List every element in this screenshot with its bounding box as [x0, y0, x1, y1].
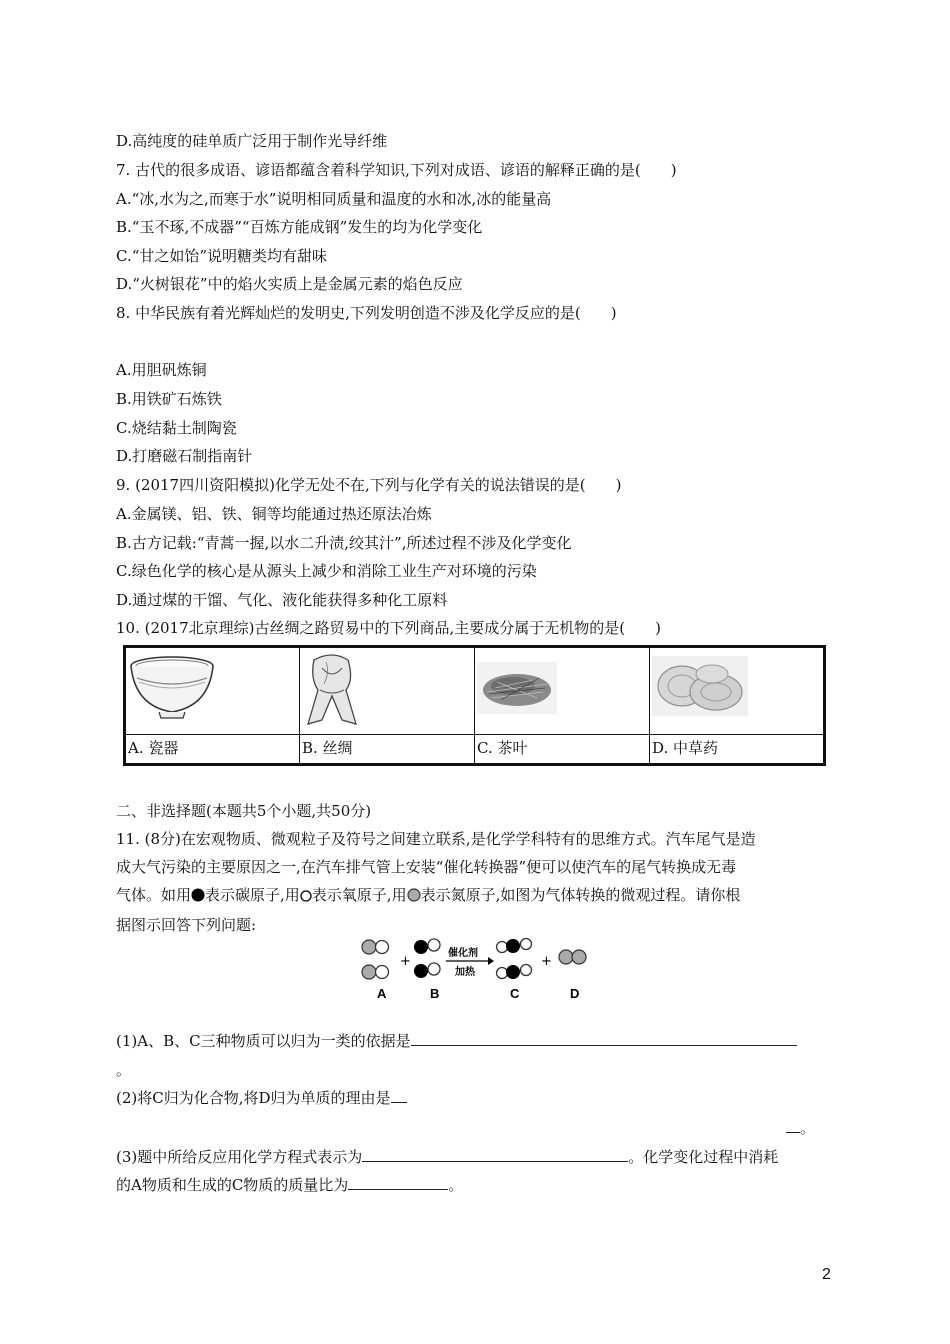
herbal-medicine-image: [652, 656, 748, 716]
section-2-heading: 二、非选择题(本题共5个小题,共50分): [116, 802, 372, 820]
q8-option-c: C.烧结黏土制陶瓷: [116, 419, 237, 437]
goods-label-d: D. 中草药: [650, 734, 823, 761]
q6-option-d: D.高纯度的硅单质广泛用于制作光导纤维: [116, 132, 388, 150]
part-2-line: [116, 1088, 407, 1108]
goods-label-a: A. 瓷器: [126, 734, 299, 761]
plus-sign-2: +: [541, 954, 552, 969]
goods-cell-c: [475, 647, 650, 765]
part-1-answer-blank[interactable]: [411, 1031, 797, 1046]
question-11-line-4: 据图示回答下列问题:: [116, 916, 257, 934]
part-3-equation-blank[interactable]: [362, 1147, 628, 1162]
part-3-question-c: 的A物质和生成的C物质的质量比为: [116, 1176, 349, 1194]
q11-text-d: 表示氮原子,如图为气体转换的微观过程。请你根: [420, 886, 741, 904]
label-a: A: [377, 986, 387, 1001]
part-2-end: 。: [800, 1119, 816, 1137]
q9-option-d: D.通过煤的干馏、气化、液化能获得多种化工原料: [116, 591, 448, 609]
catalyst-label: 催化剂: [448, 948, 478, 959]
silk-scarf-image: [302, 650, 362, 730]
question-10: 10. (2017北京理综)古丝绸之路贸易中的下列商品,主要成分属于无机物的是( ): [116, 619, 661, 637]
plus-sign-1: +: [400, 954, 411, 969]
part-2-answer-blank-a[interactable]: [391, 1088, 407, 1103]
carbon-atom-icon: [191, 888, 205, 902]
q7-option-c: C.“甘之如饴”说明糖类均有甜味: [116, 247, 328, 265]
goods-cell-a: [125, 647, 300, 765]
part-1-question: (1)A、B、C三种物质可以归为一类的依据是: [116, 1032, 411, 1050]
part-2-answer-blank-b[interactable]: [786, 1118, 800, 1133]
q7-option-b: B.“玉不琢,不成器”“百炼方能成钢”发生的均为化学变化: [116, 218, 483, 236]
part-3-ratio-blank[interactable]: [348, 1175, 448, 1190]
label-d: D: [570, 986, 580, 1001]
q7-option-d: D.“火树银花”中的焰火实质上是金属元素的焰色反应: [116, 275, 463, 293]
molecule-b: [414, 939, 440, 978]
question-11-line-1: 11. (8分)在宏观物质、微观粒子及符号之间建立联系,是化学学科特有的思维方式。汽车尾气是造: [116, 830, 756, 848]
reaction-arrowhead: [488, 957, 494, 965]
q8-option-a: A.用胆矾炼铜: [116, 361, 207, 379]
goods-table: [123, 645, 826, 766]
label-b: B: [430, 986, 440, 1001]
goods-cell-d: [650, 647, 825, 765]
part-3-line-2: [116, 1175, 463, 1195]
question-7: 7. 古代的很多成语、谚语都蕴含着科学知识,下列对成语、谚语的解释正确的是( ): [116, 161, 677, 179]
part-3-line-1: [116, 1147, 778, 1167]
q9-option-a: A.金属镁、铝、铁、铜等均能通过热还原法冶炼: [116, 505, 432, 523]
q8-option-d: D.打磨磁石制指南针: [116, 447, 253, 465]
goods-label-c: C. 茶叶: [475, 734, 649, 761]
oxygen-atom-icon: [300, 890, 312, 902]
page-number: 2: [822, 1266, 831, 1283]
goods-cell-b: [300, 647, 475, 765]
question-8: 8. 中华民族有着光辉灿烂的发明史,下列发明创造不涉及化学反应的是( ): [116, 304, 617, 322]
goods-label-b: B. 丝绸: [300, 734, 474, 761]
q11-text-a: 气体。如用: [116, 886, 192, 904]
question-11-line-3: [116, 885, 740, 905]
part-3-end: 。: [448, 1176, 464, 1194]
part-2-question: (2)将C归为化合物,将D归为单质的理由是: [116, 1089, 391, 1107]
label-c: C: [510, 986, 520, 1001]
part-2-line-end: [786, 1118, 815, 1138]
porcelain-bowl-image: [129, 654, 215, 724]
molecule-d: [559, 950, 586, 964]
nitrogen-atom-icon: [407, 888, 421, 902]
part-1-end: 。: [116, 1061, 132, 1079]
q11-text-b: 表示碳原子,用: [205, 886, 300, 904]
molecule-a: [362, 940, 389, 979]
part-3-question-a: (3)题中所给反应用化学方程式表示为: [116, 1148, 363, 1166]
tea-leaves-image: [477, 662, 557, 714]
q11-text-c: 表示氧原子,用: [311, 886, 407, 904]
q9-option-b: B.古方记载:“青蒿一握,以水二升渍,绞其汁”,所述过程不涉及化学变化: [116, 534, 572, 552]
question-9: 9. (2017四川资阳模拟)化学无处不在,下列与化学有关的说法错误的是( ): [116, 476, 622, 494]
q8-option-b: B.用铁矿石炼铁: [116, 390, 222, 408]
question-11-line-2: 成大气污染的主要原因之一,在汽车排气管上安装“催化转换器”便可以使汽车的尾气转换成无毒: [116, 858, 737, 876]
heat-label: 加热: [455, 967, 475, 978]
q9-option-c: C.绿色化学的核心是从源头上减少和消除工业生产对环境的污染: [116, 562, 537, 580]
reaction-diagram: [360, 935, 595, 1005]
molecule-c: [497, 939, 532, 980]
part-3-question-b: 。化学变化过程中消耗: [628, 1148, 779, 1166]
q7-option-a: A.“冰,水为之,而寒于水”说明相同质量和温度的水和冰,冰的能量高: [116, 190, 552, 208]
part-1-line: [116, 1031, 797, 1051]
